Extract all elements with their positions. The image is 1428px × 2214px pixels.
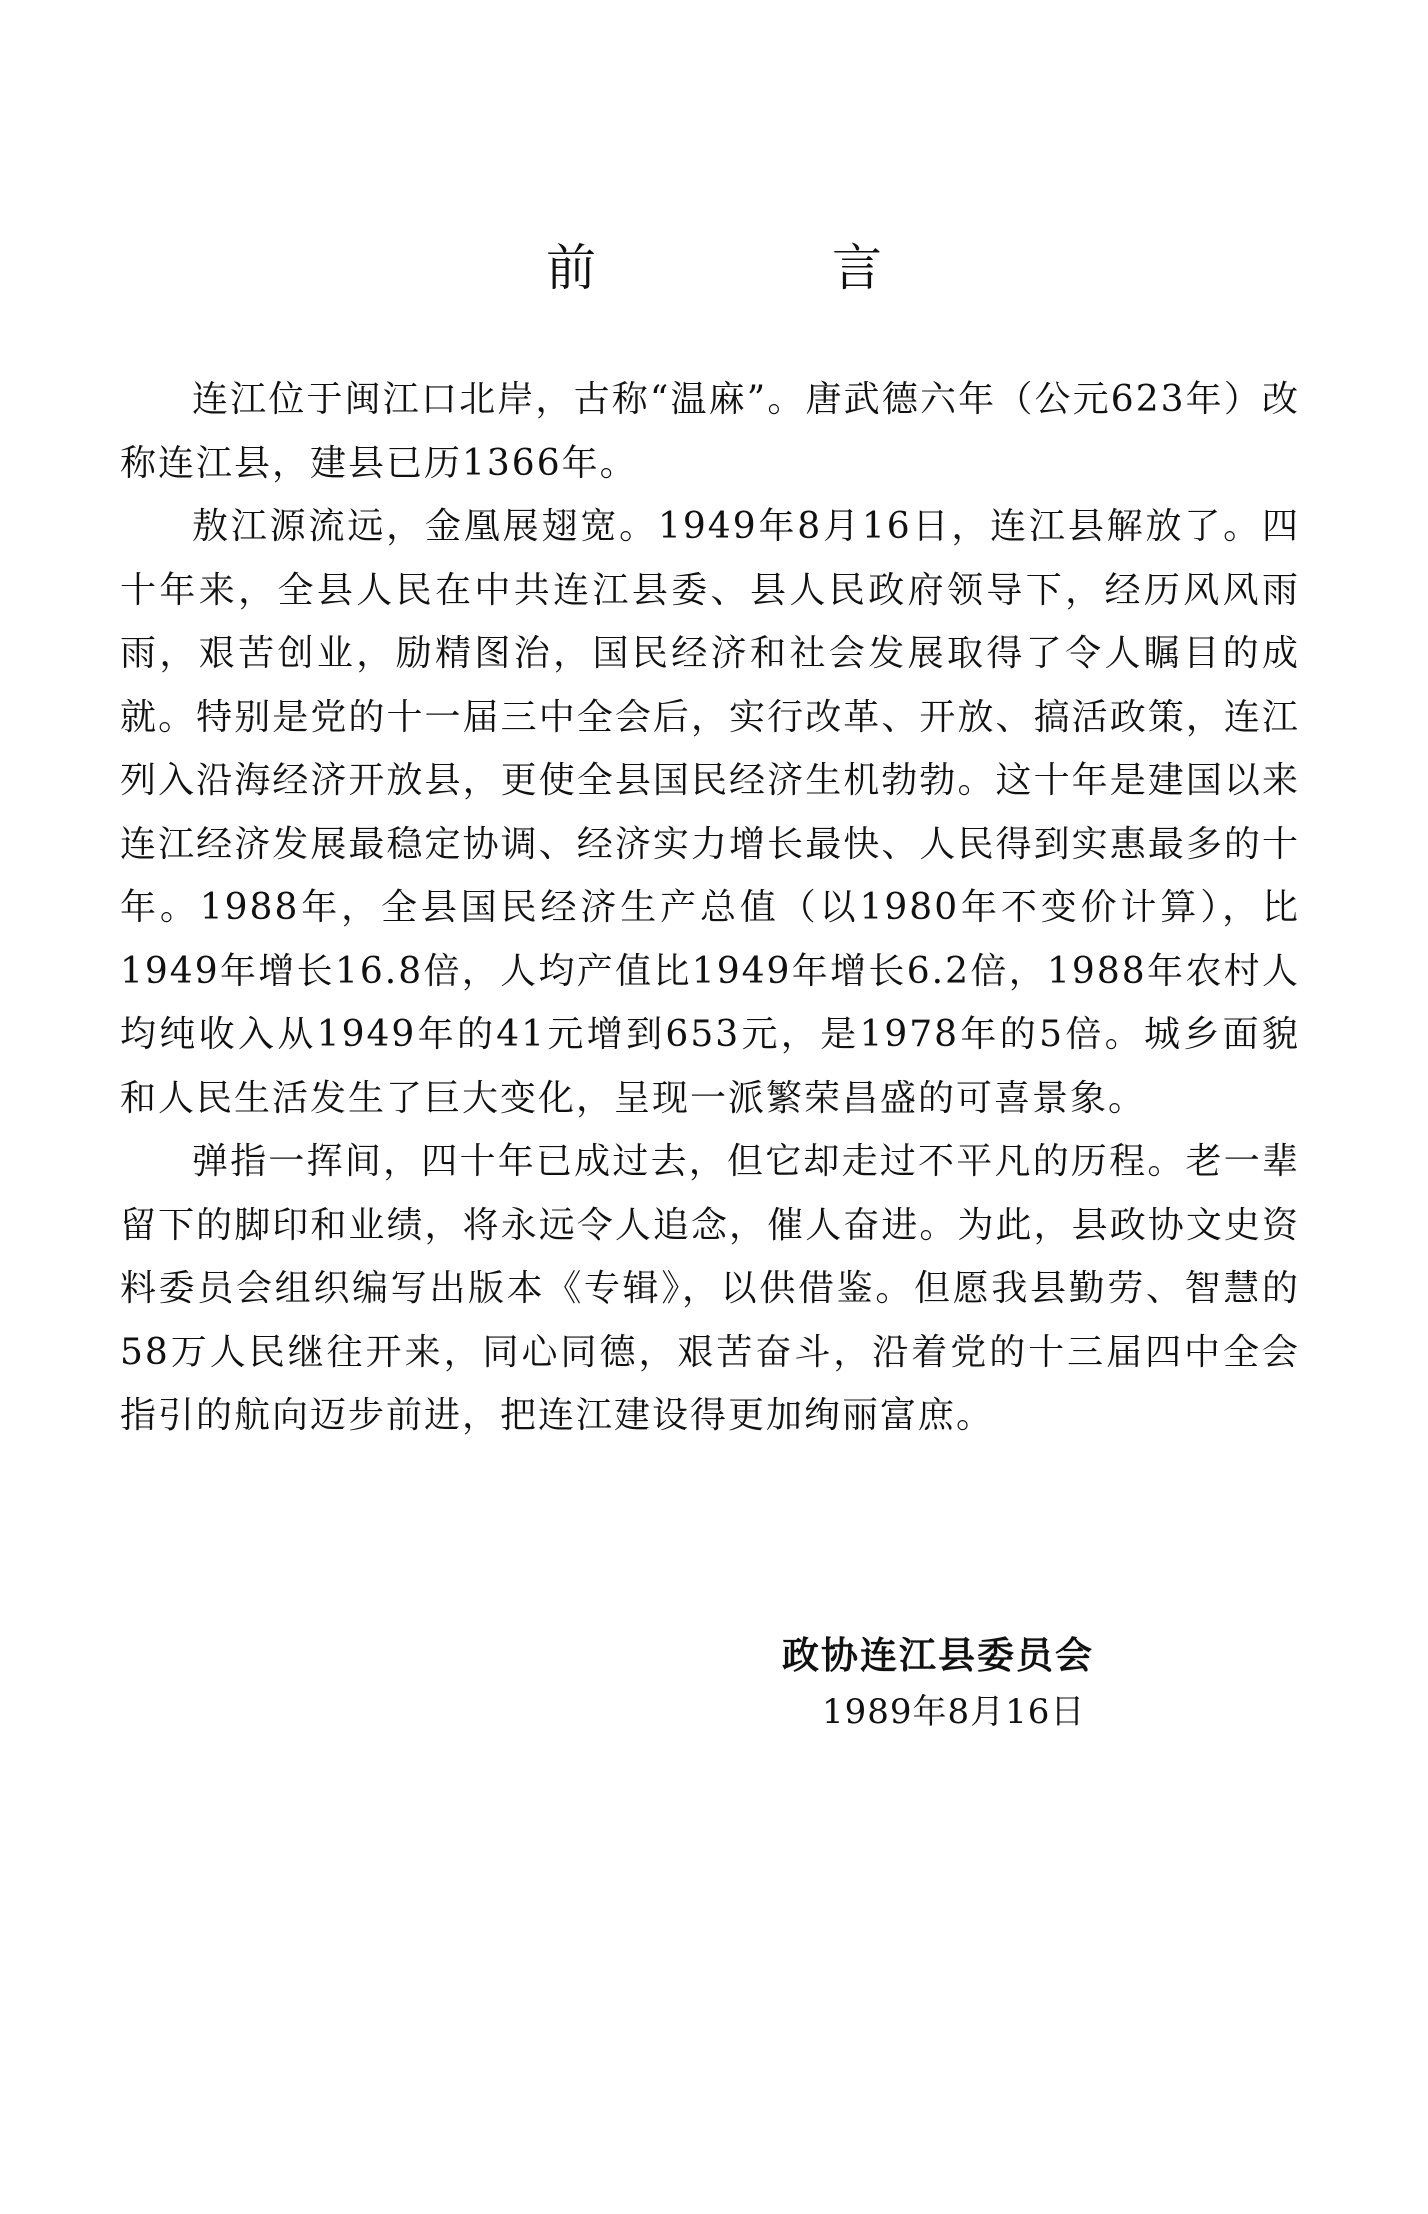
page-title: 前 言: [546, 239, 992, 297]
signature-block: [782, 1628, 1202, 1740]
paragraph-2: 敖江源流远，金凰展翅宽。1949年8月16日，连江县解放了。四十年来，全县人民在中共连江县委、县人民政府领导下，经历风风雨雨，艰苦创业，励精图治，国民经济和社会发展取得了令人瞩目的成就。特别是党的十一届三中全会后，实行改革、开放、搞活政策，连江列入沿海经济开放县，更使全县国民经济生机勃勃。这十年是建国以来连江经济发展最稳定协调、经济实力增长最快、人民得到实惠最多的十年。1988年，全县国民经济生产总值（以1980年不变价计算），比1949年增长16.8倍，人均产值比1949年增长6.2倍，1988年农村人均纯收入从1949年的41元增到653元，是1978年的5倍。城乡面貌和人民生活发生了巨大变化，呈现一派繁荣昌盛的可喜景象。: [120, 506, 1300, 1119]
paragraph-3: 弹指一挥间，四十年已成过去，但它却走过不平凡的历程。老一辈留下的脚印和业绩，将永远令人追念，催人奋进。为此，县政协文史资料委员会组织编写出版本《专辑》，以供借鉴。但愿我县勤劳、智慧的58万人民继往开来，同心同德，艰苦奋斗，沿着党的十三届四中全会指引的航向迈步前进，把连江建设得更加绚丽富庶。: [120, 1141, 1300, 1436]
preface-body: [120, 368, 1300, 1448]
paragraph-1: 连江位于闽江口北岸，古称“温麻”。唐武德六年（公元623年）改称连江县，建县已历1366年。: [120, 379, 1300, 484]
signature-date: 1989年8月16日: [822, 1692, 1086, 1732]
signature-organization: 政协连江县委员会: [782, 1634, 1094, 1677]
